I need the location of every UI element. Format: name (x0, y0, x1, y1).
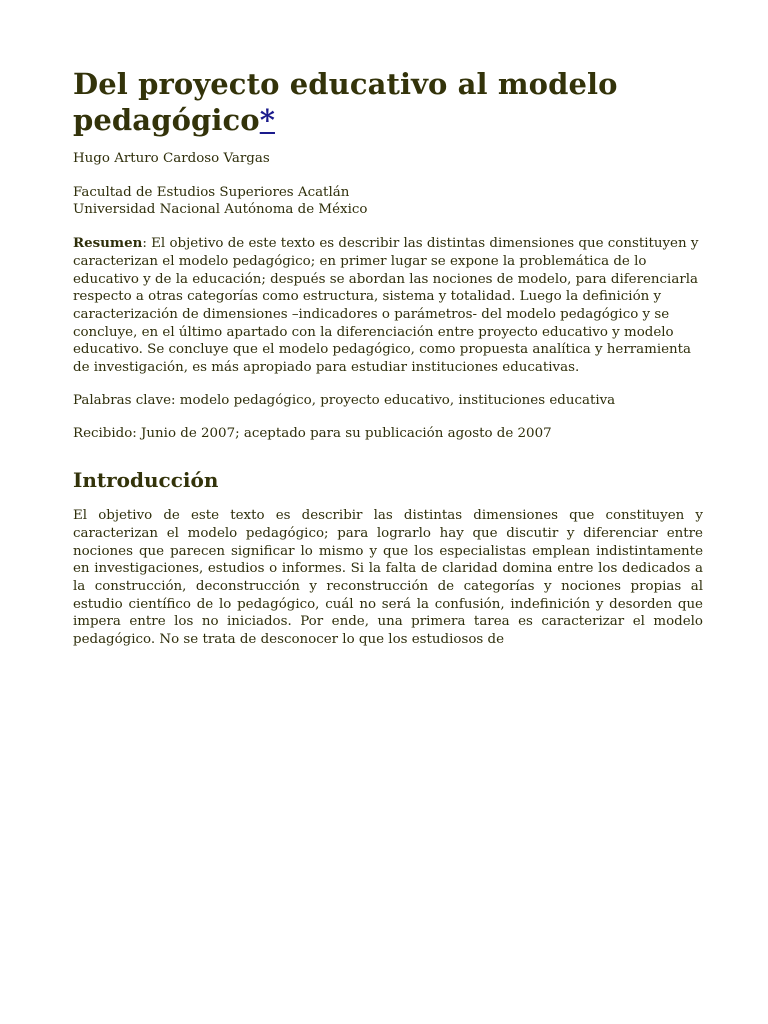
author-name: Hugo Arturo Cardoso Vargas (73, 151, 270, 166)
document-title (73, 66, 703, 138)
received-date: Recibido: Junio de 2007; aceptado para su publicación agosto de 2007 (73, 426, 552, 442)
affiliation-faculty: Facultad de Estudios Superiores Acatlán (73, 184, 350, 200)
keywords: Palabras clave: modelo pedagógico, proyecto educativo, instituciones educativa (73, 392, 616, 408)
document-page (73, 66, 703, 648)
section-heading-introduccion: Introducción (73, 468, 219, 493)
abstract (73, 235, 703, 377)
intro-paragraph: El objetivo de este texto es describir las distintas dimensiones que constituyen y caracterizan el modelo pedagógico; para lograrlo hay que discutir y diferenciar entre nociones que parecen significar lo mismo y que los especialistas emplean indistintamente en investigaciones, estudios o informes. Si la falta de claridad domina entre los dedicados a la construcción, deconstrucción y reconstrucción de categorías y nociones propias al estudio científico de lo pedagógico, cuál no será la confusión, indefinición y desorden que impera entre los no iniciados. Por ende, una primera tarea es caracterizar el modelo pedagógico. No se trata de desconocer lo que los estudiosos de (73, 508, 703, 648)
abstract-text: : El objetivo de este texto es describir las distintas dimensiones que constituyen y caracterizan el modelo pedagógico; en primer lugar se expone la problemática de lo educativo y de la educación; después se abordan las nociones de modelo, para diferenciarla respecto a otras categorías como estructura, sistema y totalidad. Luego la definición y caracterización de dimensiones –indicadores o parámetros- del modelo pedagógico y se concluye, en el último apartado con la diferenciación entre proyecto educativo y modelo educativo. Se concluye que el modelo pedagógico, como propuesta analítica y herramienta de investigación, es más apropiado para estudiar instituciones educativas. (73, 236, 699, 376)
title-text: Del proyecto educativo al modelo pedagógico (73, 67, 618, 137)
abstract-label: Resumen (73, 235, 143, 252)
title-footnote-link[interactable]: * (259, 103, 275, 137)
affiliation-university: Universidad Nacional Autónoma de México (73, 202, 368, 218)
affiliation (73, 184, 703, 219)
